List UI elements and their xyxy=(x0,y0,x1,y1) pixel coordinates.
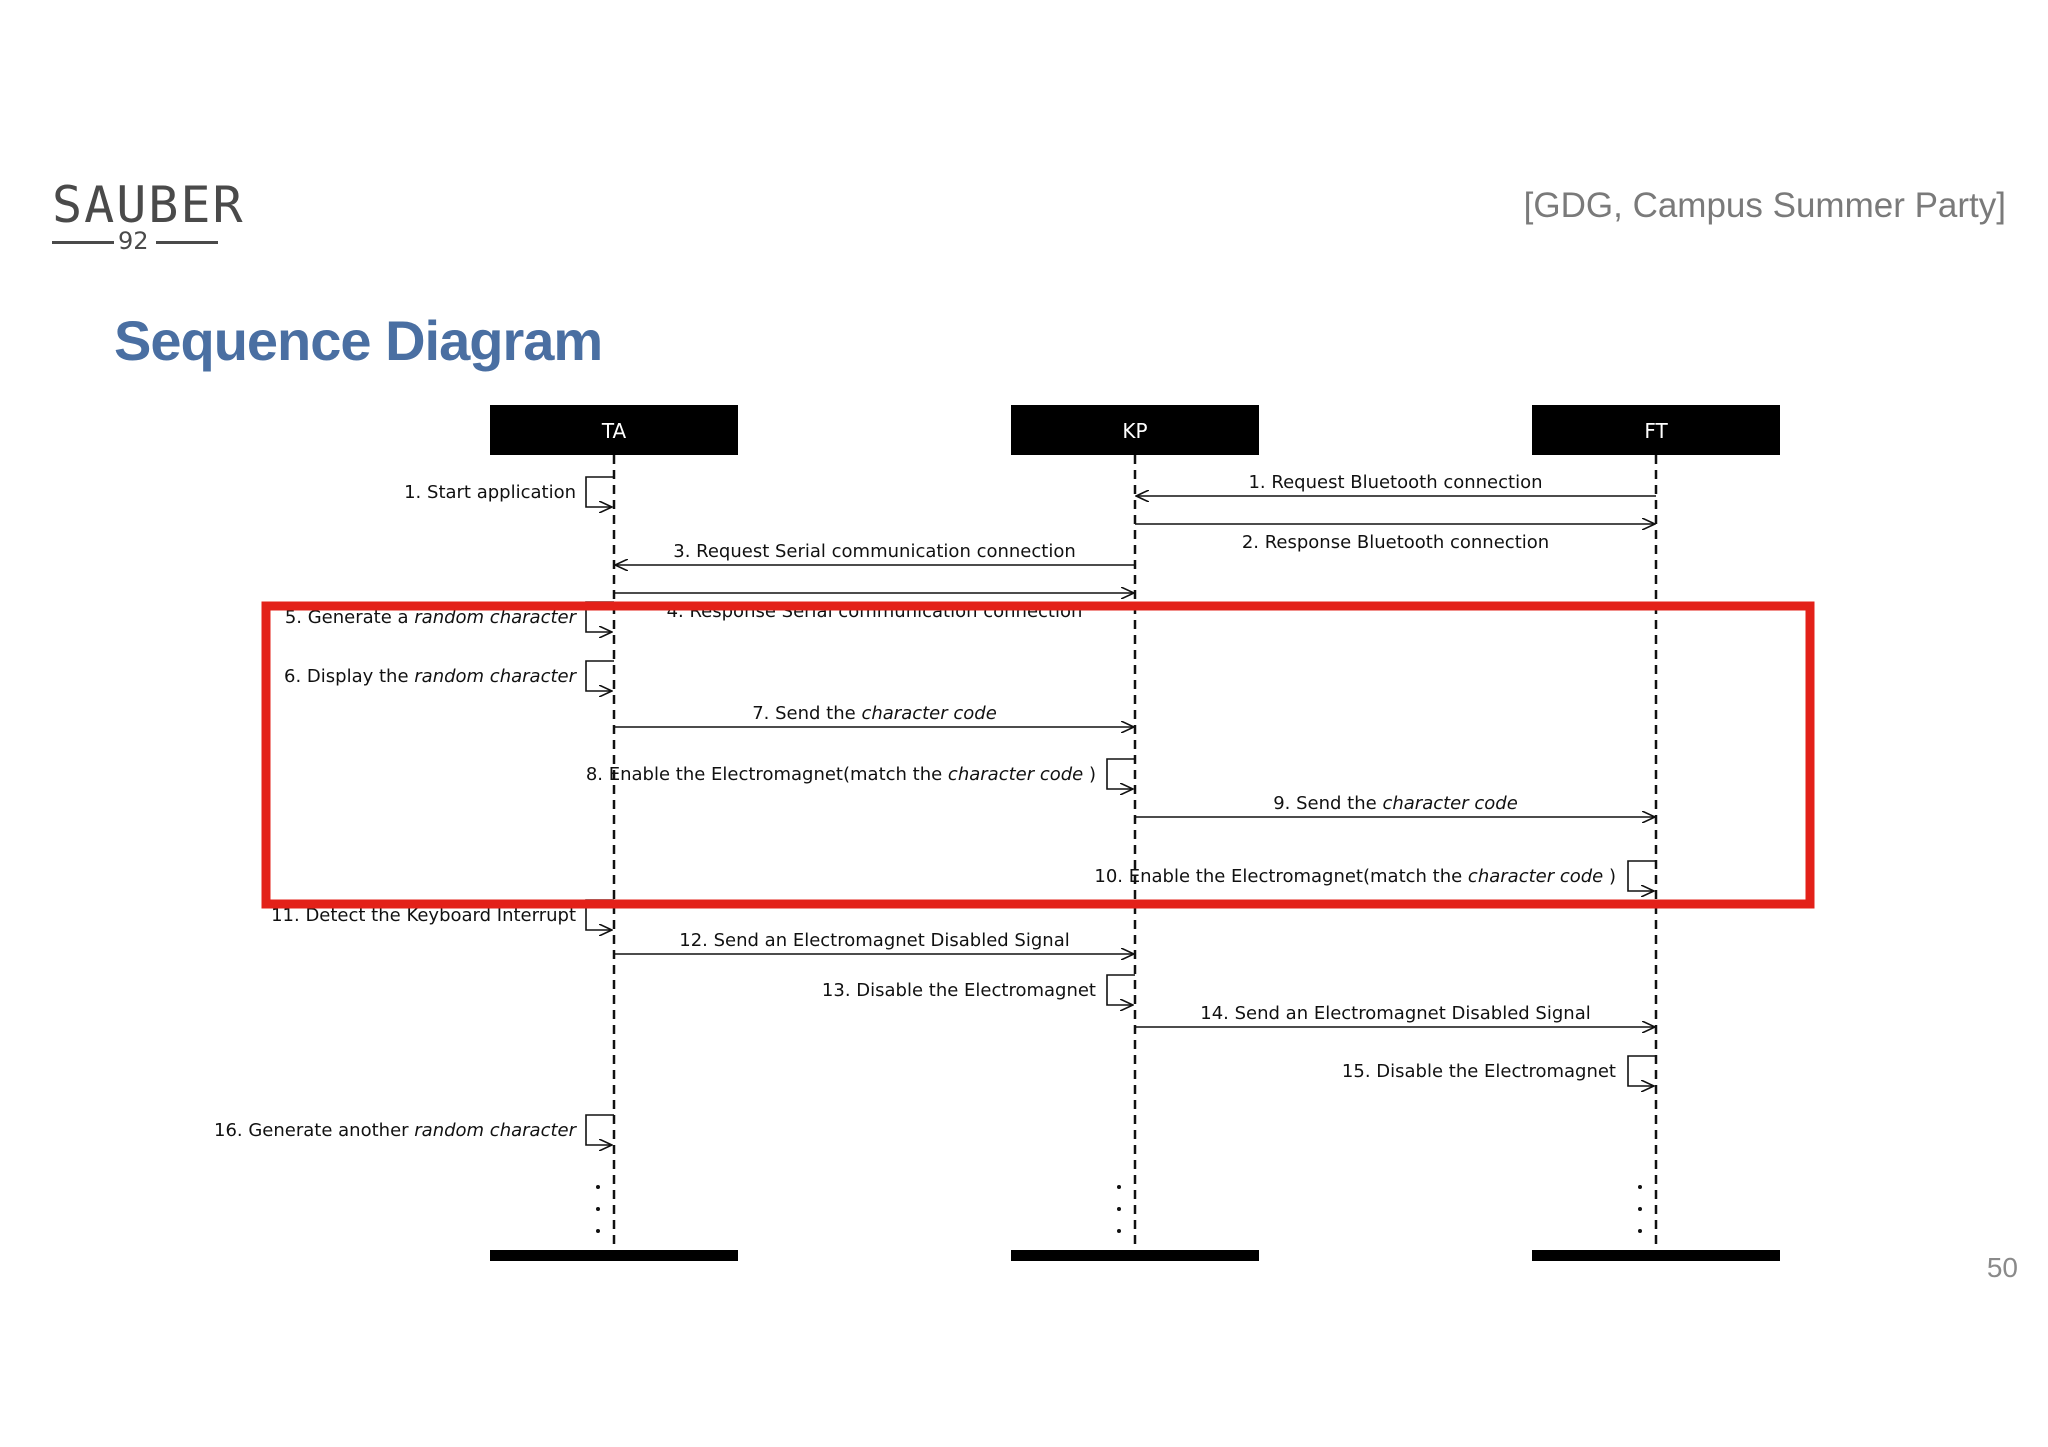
message-label: 12. Send an Electromagnet Disabled Signal xyxy=(679,930,1070,951)
self-call-arrow xyxy=(586,661,614,691)
logo-wordmark: SAUBER xyxy=(52,176,245,234)
lifeline-footer-ta xyxy=(490,1250,738,1261)
message-label: 6. Display the random character xyxy=(284,666,576,687)
message-9 xyxy=(1135,793,1655,817)
message-1-bt xyxy=(1136,472,1656,496)
message-1 xyxy=(404,477,614,507)
message-label: 5. Generate a random character xyxy=(284,607,576,628)
continuation-dot xyxy=(596,1207,600,1211)
message-label: 16. Generate another random character xyxy=(214,1120,576,1141)
lifeline-label-ft: FT xyxy=(1644,419,1668,443)
self-call-arrow xyxy=(586,1115,614,1145)
message-label: 3. Request Serial communication connection xyxy=(673,541,1076,562)
message-13 xyxy=(822,975,1135,1005)
continuation-dot xyxy=(596,1185,600,1189)
message-label: 7. Send the character code xyxy=(752,703,997,724)
continuation-dot xyxy=(596,1229,600,1233)
page-number: 50 xyxy=(1986,1252,2018,1283)
lifeline-footer-ft xyxy=(1532,1250,1780,1261)
message-3 xyxy=(615,541,1135,565)
self-call-arrow xyxy=(1628,861,1656,891)
self-call-arrow xyxy=(1107,759,1135,789)
continuation-dot xyxy=(1638,1185,1642,1189)
lifeline-label-kp: KP xyxy=(1122,419,1148,443)
self-call-arrow xyxy=(1628,1056,1656,1086)
message-10 xyxy=(1094,861,1656,891)
message-label: 1. Request Bluetooth connection xyxy=(1248,472,1543,493)
logo-number: 92 xyxy=(118,227,149,255)
highlight-box xyxy=(266,606,1810,904)
message-label: 10. Enable the Electromagnet(match the character code ) xyxy=(1094,866,1616,887)
message-12 xyxy=(614,930,1134,954)
message-label: 4. Response Serial communication connection xyxy=(666,601,1083,622)
page-title: Sequence Diagram xyxy=(114,309,603,372)
continuation-dot xyxy=(1117,1229,1121,1233)
message-label: 8. Enable the Electromagnet(match the character code ) xyxy=(585,764,1096,785)
message-7 xyxy=(614,703,1134,727)
lifeline-footer-kp xyxy=(1011,1250,1259,1261)
message-label: 13. Disable the Electromagnet xyxy=(821,980,1096,1001)
self-call-arrow xyxy=(1107,975,1135,1005)
continuation-dot xyxy=(1117,1185,1121,1189)
self-call-arrow xyxy=(586,477,614,507)
continuation-dot xyxy=(1638,1229,1642,1233)
message-label: 11. Detect the Keyboard Interrupt xyxy=(271,905,576,926)
message-2 xyxy=(1135,524,1655,553)
message-6 xyxy=(284,661,614,691)
message-label: 1. Start application xyxy=(404,482,576,503)
continuation-dot xyxy=(1638,1207,1642,1211)
lifeline-label-ta: TA xyxy=(601,419,627,443)
message-15 xyxy=(1342,1056,1656,1086)
message-label: 15. Disable the Electromagnet xyxy=(1341,1061,1616,1082)
message-label: 14. Send an Electromagnet Disabled Signal xyxy=(1200,1003,1591,1024)
message-16 xyxy=(214,1115,614,1145)
continuation-dot xyxy=(1117,1207,1121,1211)
message-14 xyxy=(1135,1003,1655,1027)
message-8 xyxy=(586,759,1135,789)
event-label: [GDG, Campus Summer Party] xyxy=(1523,186,2006,225)
message-label: 9. Send the character code xyxy=(1273,793,1518,814)
message-label: 2. Response Bluetooth connection xyxy=(1241,532,1550,553)
